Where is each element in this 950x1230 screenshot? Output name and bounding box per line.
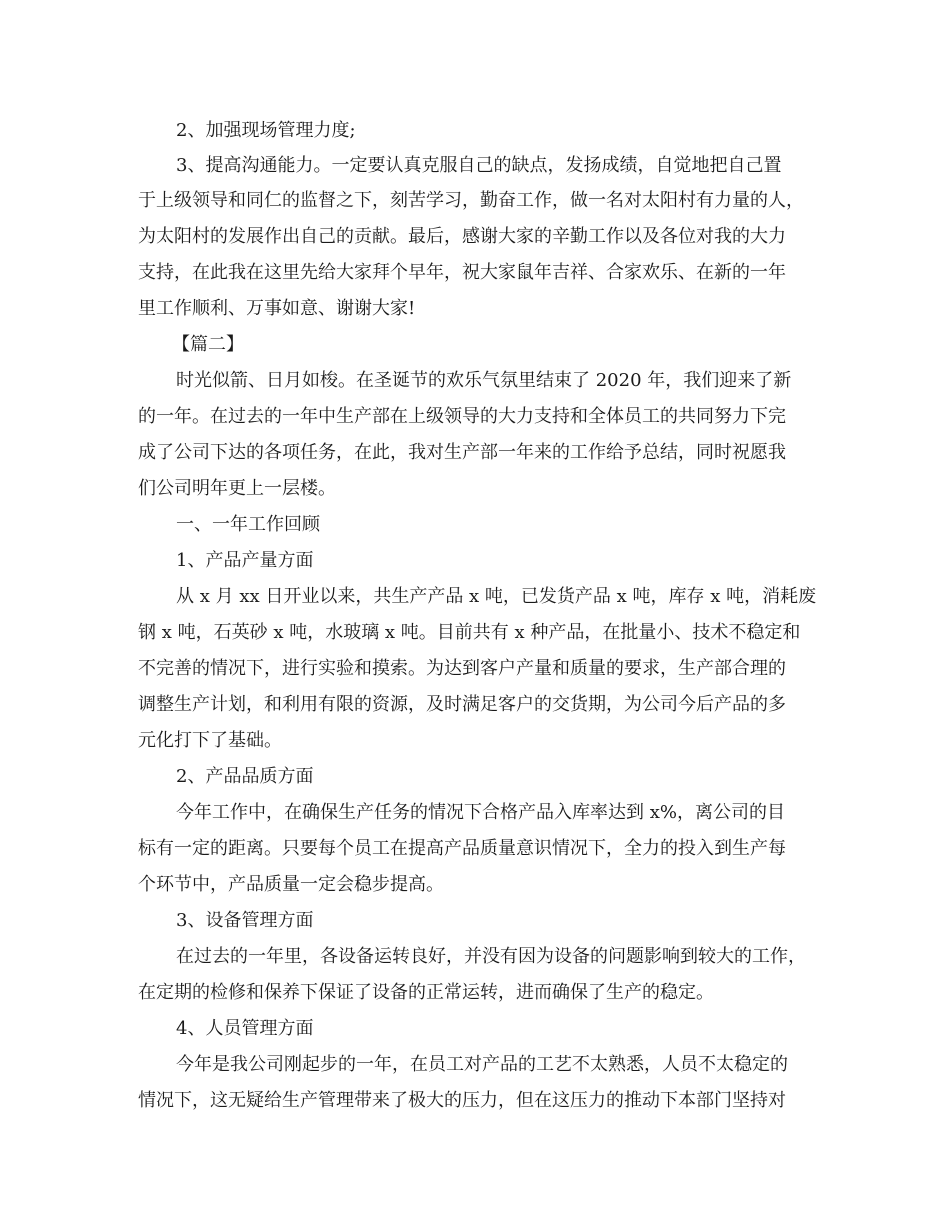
text-line: 时光似箭、日月如梭。在圣诞节的欢乐气氛里结束了 2020 年，我们迎来了新 bbox=[176, 370, 792, 391]
text-line: 们公司明年更上一层楼。 bbox=[138, 478, 336, 499]
text-line: 调整生产计划，和利用有限的资源，及时满足客户的交货期，为公司今后产品的多 bbox=[138, 694, 786, 715]
text-line: 钢 x 吨，石英砂 x 吨，水玻璃 x 吨。目前共有 x 种产品，在批量小、技术不稳定和 bbox=[138, 622, 801, 643]
text-line: 支持，在此我在这里先给大家拜个早年，祝大家鼠年吉祥、合家欢乐、在新的一年 bbox=[138, 262, 786, 283]
text-line: 元化打下了基础。 bbox=[138, 730, 282, 751]
subsection-heading: 2、产品品质方面 bbox=[176, 766, 314, 787]
text-line: 从 x 月 xx 日开业以来，共生产产品 x 吨，已发货产品 x 吨，库存 x 吨，消耗废 bbox=[176, 586, 817, 607]
text-line: 2、加强现场管理力度; bbox=[176, 120, 356, 141]
text-line: 情况下，这无疑给生产管理带来了极大的压力，但在这压力的推动下本部门坚持对 bbox=[138, 1090, 786, 1111]
section-heading: 一、一年工作回顾 bbox=[176, 514, 320, 535]
text-line: 不完善的情况下，进行实验和摸索。为达到客户产量和质量的要求，生产部合理的 bbox=[138, 658, 786, 679]
text-line: 在定期的检修和保养下保证了设备的正常运转，进而确保了生产的稳定。 bbox=[138, 982, 714, 1003]
text-line: 为太阳村的发展作出自己的贡献。最后，感谢大家的辛勤工作以及各位对我的大力 bbox=[138, 226, 786, 247]
section-heading: 【篇二】 bbox=[172, 334, 244, 355]
subsection-heading: 1、产品产量方面 bbox=[176, 550, 314, 571]
text-line: 在过去的一年里，各设备运转良好，并没有因为设备的问题影响到较大的工作， bbox=[176, 946, 806, 967]
text-line: 里工作顺利、万事如意、谢谢大家! bbox=[138, 298, 416, 319]
subsection-heading: 4、人员管理方面 bbox=[176, 1018, 314, 1039]
subsection-heading: 3、设备管理方面 bbox=[176, 910, 314, 931]
text-line: 于上级领导和同仁的监督之下，刻苦学习，勤奋工作，做一名对太阳村有力量的人， bbox=[138, 190, 804, 211]
text-line: 今年工作中，在确保生产任务的情况下合格产品入库率达到 x%，离公司的目 bbox=[176, 802, 785, 823]
text-line: 个环节中，产品质量一定会稳步提高。 bbox=[138, 874, 444, 895]
text-line: 3、提高沟通能力。一定要认真克服自己的缺点，发扬成绩，自觉地把自己置 bbox=[176, 155, 782, 176]
text-line: 今年是我公司刚起步的一年，在员工对产品的工艺不太熟悉，人员不太稳定的 bbox=[176, 1054, 788, 1075]
text-line: 的一年。在过去的一年中生产部在上级领导的大力支持和全体员工的共同努力下完 bbox=[138, 406, 786, 427]
text-line: 标有一定的距离。只要每个员工在提高产品质量意识情况下，全力的投入到生产每 bbox=[138, 838, 786, 859]
text-line: 成了公司下达的各项任务，在此，我对生产部一年来的工作给予总结，同时祝愿我 bbox=[138, 442, 786, 463]
